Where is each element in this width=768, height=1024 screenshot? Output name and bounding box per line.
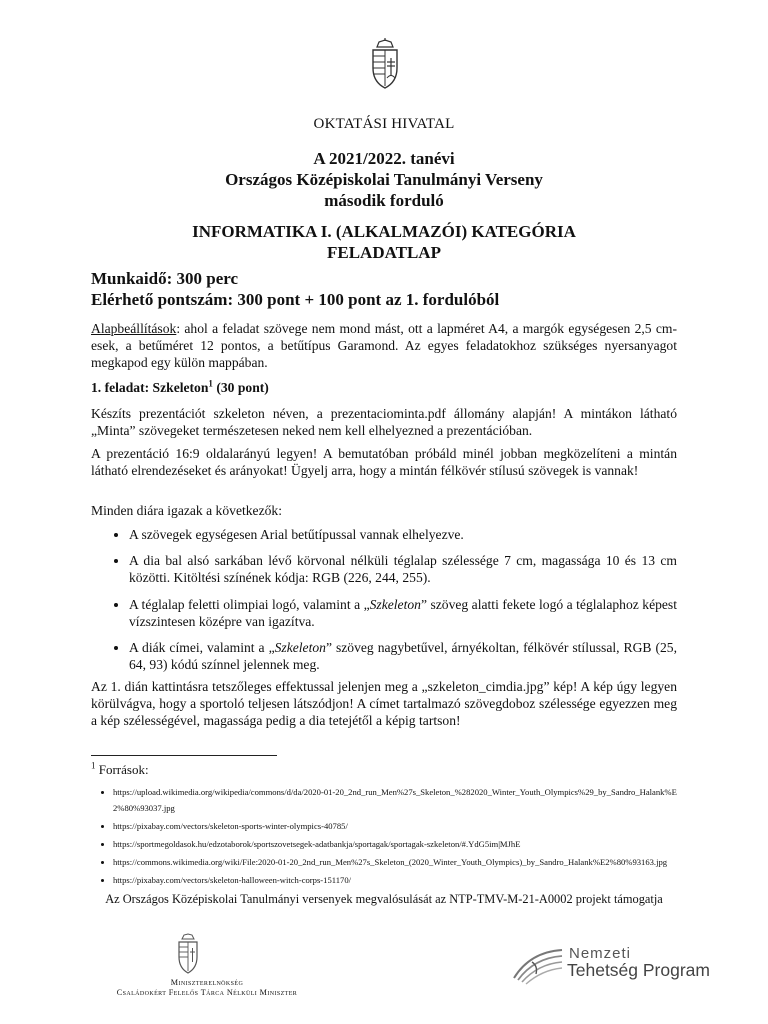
ministry-line-2: Családokért Felelős Tárca Nélküli Miniszter [116,988,298,997]
ntp-name-line-1: Nemzeti [569,945,632,962]
school-year: A 2021/2022. tanévi [313,149,455,168]
ministry-name [112,978,302,998]
task-paragraph-4: Az 1. dián kattintásra tetszőleges effektussal jelenjen meg a „szkeleton_cimdia.jpg” kép! A kép úgy legyen körülvágva, hogy a sportoló teljesen látszódjon! A címet tartalmazó szövegdoboz szélessége egyezzen meg a kép szélességével, magassága pedig a dia tetejétől a képig tartson! [91,679,677,729]
task-paragraph-3: Minden diára igazak a következők: [91,503,282,518]
worktime: Munkaidő: 300 perc [91,269,239,288]
task-title [91,380,269,396]
basic-settings-label: Alapbeállítások [91,321,177,336]
list-item: • A szövegek egységesen Arial betűtípussal vannak elhelyezve. [129,526,677,543]
ministry-crest-icon [174,933,202,975]
task-points: (30 pont) [212,380,269,395]
list-item: • A dia bal alsó sarkában lévő körvonal nélküli téglalap szélessége 7 cm, magassága 10 és 13 cm közötti. Kitöltési színének kódja: RGB (226, 244, 255). [129,552,677,586]
sheet-name: FELADATLAP [327,243,441,262]
footnote-divider [91,755,277,756]
list-item-text: A téglalap feletti olimpiai logó, valamint a „ [129,596,370,612]
ministry-line-1: Miniszterelnökség [170,978,244,987]
exam-meta [91,268,499,310]
source-link[interactable]: • https://pixabay.com/vectors/skeleton-halloween-witch-corps-151170/ [113,872,681,888]
footnote-reference: 1 [208,378,213,389]
list-item [129,639,677,673]
ntp-swoosh-logo-icon [512,944,564,986]
footnote-mark: 1 [91,760,96,771]
list-item-text: ” szöveg alatti fekete logó a téglalaphoz képest vízszintesen középre van igazítva. [129,596,677,629]
ntp-name-line-2: Tehetség Program [567,960,710,980]
support-statement: Az Országos Középiskolai Tanulmányi versenyek megvalósulását az NTP-TMV-M-21-A0002 projekt támogatja [105,892,663,906]
source-link[interactable]: • https://sportmegoldasok.hu/edzotaborok/sportszovetsegek-adatbankja/sportagak/sportagak-szkeleton/#.YdG5im|MJhE [113,836,681,852]
hungarian-coat-of-arms-icon [365,38,405,90]
list-item-text: ” szöveg nagybetűvel, árnyékoltan, félkövér stílussal, RGB (25, 64, 93) kódú színnel jelennek meg. [129,640,677,673]
basic-settings-paragraph [91,320,677,372]
competition-heading [0,148,768,211]
competition-name: Országos Középiskolai Tanulmányi Verseny [225,170,543,189]
task-paragraph-1: Készíts prezentációt szkeleton néven, a prezentaciominta.pdf állomány alapján! A mintákon látható „Minta” szövegeket természetesen neked nem kell elhelyezned a prezentációban. [91,406,677,439]
category-heading [0,221,768,263]
max-points: Elérhető pontszám: 300 pont + 100 pont az 1. fordulóból [91,290,500,309]
source-link[interactable]: • https://commons.wikimedia.org/wiki/File:2020-01-20_2nd_run_Men%27s_Skeleton_(2020_Winter_Youth_Olympics)_by_Sandro_Halank%E2%80%93163.jpg [113,854,681,870]
basic-settings-text: : ahol a feladat szövege nem mond mást, ott a lapméret A4, a margók egységesen 2,5 cm-esek, a betűméret 12 pontos, a betűtípus Garamond. Az egyes feladatokhoz szükséges nyersanyagot megkapod egy külön mappában. [91,321,677,371]
task-paragraph-2: A prezentáció 16:9 oldalarányú legyen! A bemutatóban próbáld minél jobban megközelíteni a mintán látható elrendezéseket és arányokat! Ügyelj arra, hogy a mintán félkövér stílusú szövegek is vannak! [91,446,677,479]
list-item-text: A diák címei, valamint a „ [129,640,275,656]
round-name: második forduló [324,191,444,210]
requirements-list [91,526,677,682]
list-item-italic: Szkeleton [369,596,421,612]
sources-list [91,784,681,890]
category-name: INFORMATIKA I. (ALKALMAZÓI) KATEGÓRIA [192,222,576,241]
footnote-title-text: Források: [95,762,149,777]
source-link[interactable]: • https://pixabay.com/vectors/skeleton-sports-winter-olympics-40785/ [113,818,681,834]
list-item-italic: Szkeleton [274,640,326,656]
list-item [129,596,677,630]
footnote-title [91,762,149,778]
organization-name: OKTATÁSI HIVATAL [313,116,455,132]
task-title-text: 1. feladat: Szkeleton [91,380,209,395]
source-link[interactable]: • https://upload.wikimedia.org/wikipedia/commons/d/da/2020-01-20_2nd_run_Men%27s_Skeleton_%282020_Winter_Youth_Olympics%29_by_Sandro_Halank%E2%80%93037.jpg [113,784,681,816]
